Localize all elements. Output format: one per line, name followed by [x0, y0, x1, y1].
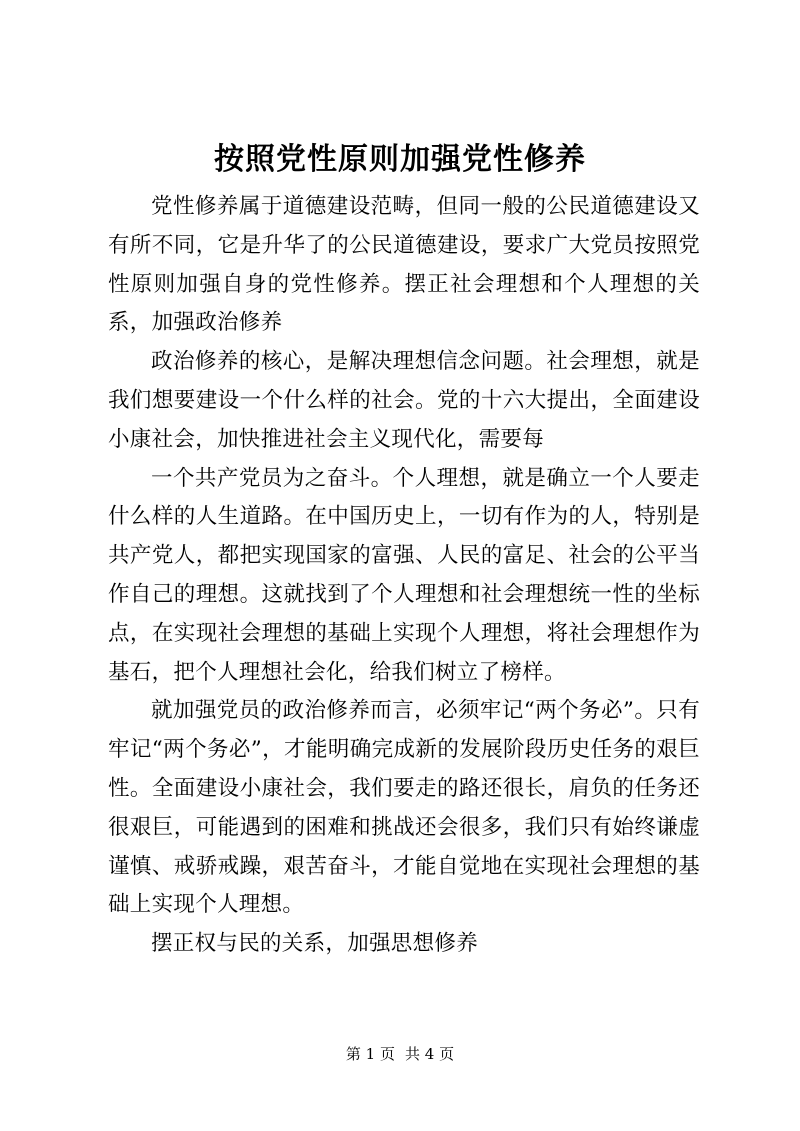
paragraph-1: 党性修养属于道德建设范畴，但同一般的公民道德建设又有所不同，它是升华了的公民道德建设，要求广大党员按照党性原则加强自身的党性修养。摆正社会理想和个人理想的关系，加强政治修养: [108, 194, 700, 336]
paragraph-2: 政治修养的核心，是解决理想信念问题。社会理想，就是我们想要建设一个什么样的社会。党的十六大提出，全面建设小康社会，加快推进社会主义现代化，需要每: [108, 349, 700, 452]
page-total: 共 4 页: [405, 1045, 455, 1063]
page-number: 第 1 页: [345, 1045, 395, 1063]
paragraph-4: 就加强党员的政治修养而言，必须牢记“两个务必”。只有牢记“两个务必”，才能明确完成新的发展阶段历史任务的艰巨性。全面建设小康社会，我们要走的路还很长，肩负的任务还很艰巨，可能遇到的困难和挑战还会很多，我们只有始终谦虚谨慎、戒骄戒躁，艰苦奋斗，才能自觉地在实现社会理想的基础上实现个人理想。: [108, 698, 700, 918]
paragraph-3: 一个共产党员为之奋斗。个人理想，就是确立一个人要走什么样的人生道路。在中国历史上，一切有作为的人，特别是共产党人，都把实现国家的富强、人民的富足、社会的公平当作自己的理想。这就找到了个人理想和社会理想统一性的坐标点，在实现社会理想的基础上实现个人理想，将社会理想作为基石，把个人理想社会化，给我们树立了榜样。: [108, 465, 700, 685]
paragraph-5: 摆正权与民的关系，加强思想修养: [151, 931, 479, 957]
document-body: [108, 188, 700, 964]
document-title: 按照党性原则加强党性修养: [214, 142, 586, 177]
page-footer: [0, 1044, 800, 1064]
